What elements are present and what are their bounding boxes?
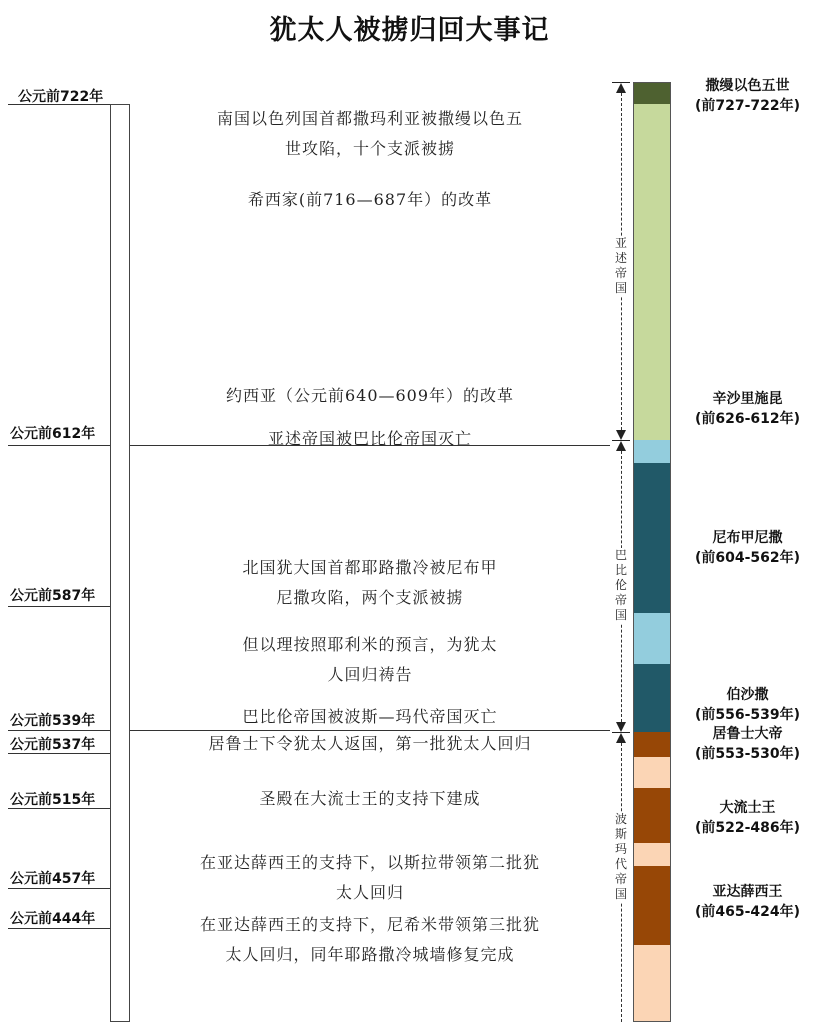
date-label: 公元前515年 [10,792,96,808]
arrow-up-icon [616,733,626,743]
event-text: 圣殿在大流士王的支持下建成 [259,789,481,808]
event-text: 在亚达薛西王的支持下，以斯拉带领第二批犹 太人回归 [199,853,540,902]
ruler-label: 尼布甲尼撒 (前604-562年) [694,530,801,566]
date-label: 公元前587年 [10,588,96,604]
date-label: 公元前722年 [18,89,104,105]
event-text: 在亚达薛西王的支持下，尼希米带领第三批犹 太人回归，同年耶路撒冷城墙修复完成 [199,915,540,964]
ruler-label: 大流士王 (前522-486年) [694,800,801,836]
empire-label-babylon: 巴比伦帝国 [612,548,630,623]
event-text: 巴比伦帝国被波斯—玛代帝国灭亡 [242,707,498,726]
event-text: 南国以色列国首都撒玛利亚被撒缦以色五 世攻陷，十个支派被掳 [216,109,523,158]
arrow-up-icon [616,83,626,93]
arrow-down-icon [616,430,626,440]
ruler-label: 撒缦以色五世 (前727-722年) [694,78,801,114]
empire-label-assyria: 亚述帝国 [612,236,630,296]
ruler-label: 亚达薛西王 (前465-424年) [694,884,801,920]
date-label: 公元前457年 [10,871,96,887]
empire-label-persia: 波斯玛代帝国 [612,812,630,902]
color-column-frame [633,82,671,1022]
event-text: 约西亚（公元前640—609年）的改革 [225,386,515,405]
event-text: 但以理按照耶利米的预言，为犹太 人回归祷告 [242,635,498,684]
date-label: 公元前444年 [10,911,96,927]
date-label: 公元前612年 [10,426,96,442]
timeline-bar [110,104,130,1022]
ruler-label: 伯沙撒 (前556-539年) [694,687,801,723]
date-label: 公元前539年 [10,713,96,729]
ruler-label: 居鲁士大帝 (前553-530年) [694,726,801,762]
event-text: 北国犹大国首都耶路撒冷被尼布甲 尼撒攻陷，两个支派被掳 [242,558,498,607]
event-text: 希西家(前716—687年）的改革 [247,190,493,209]
ruler-label: 辛沙里施昆 (前626-612年) [694,391,801,427]
event-text: 亚述帝国被巴比伦帝国灭亡 [267,429,472,448]
date-label: 公元前537年 [10,737,96,753]
arrow-up-icon [616,441,626,451]
arrow-down-icon [616,722,626,732]
event-text: 居鲁士下令犹太人返国，第一批犹太人回归 [208,734,532,753]
page-title: 犹太人被掳归回大事记 [269,15,550,46]
